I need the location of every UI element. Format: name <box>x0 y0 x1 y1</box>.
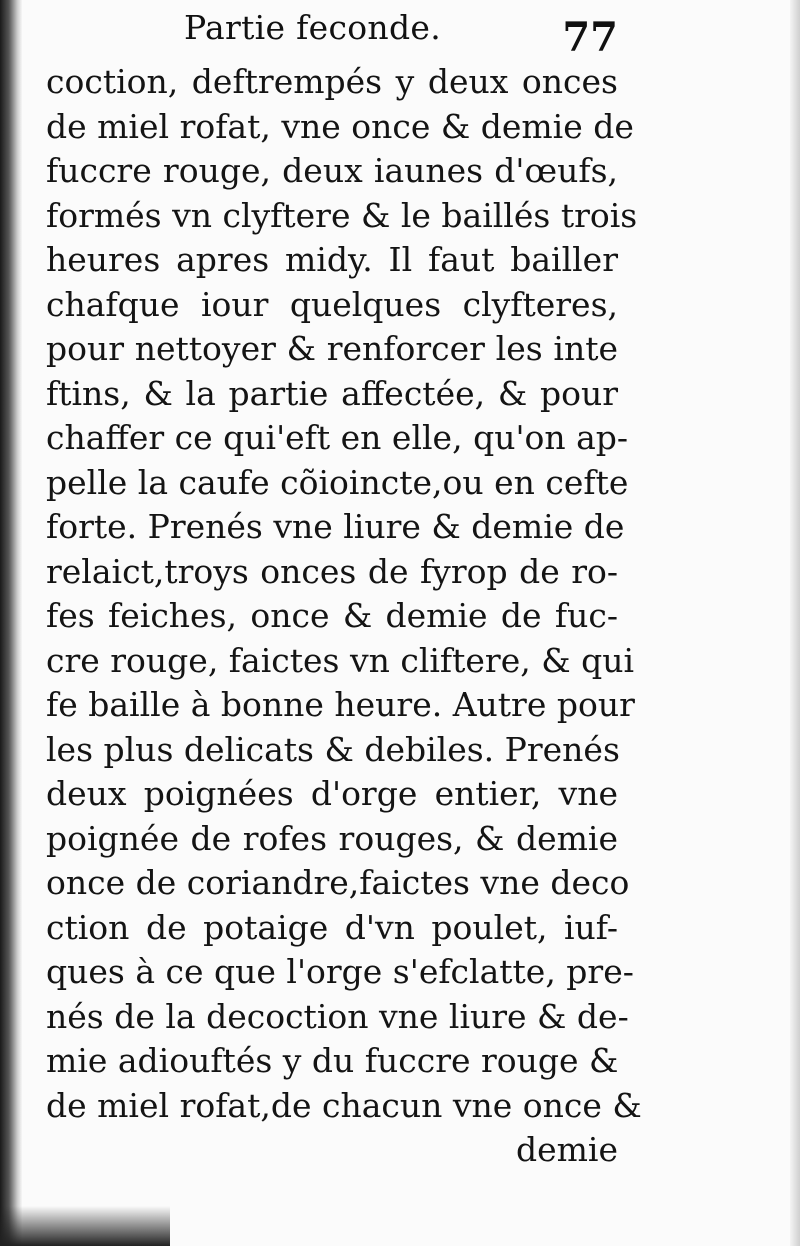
binding-shadow <box>0 0 22 1246</box>
text-line: nés de la decoction vne liure & de- <box>46 996 629 1036</box>
text-line: once de coriandre,faictes vne deco <box>46 863 630 902</box>
text-line: pour nettoyer & renforcer les inte <box>46 329 618 368</box>
body-text <box>46 60 642 1128</box>
text-line: forte. Prenés vne liure & demie de <box>46 507 625 546</box>
text-line: de miel rofat, vne once & demie de <box>46 106 634 146</box>
text-line: ftins, & la partie affectée, & pour <box>46 373 618 413</box>
text-line: formés vn clyftere & le baillés trois <box>46 195 638 235</box>
text-line: heures apres midy. Il faut bailler <box>46 240 618 279</box>
text-line: fes feiches, once & demie de fuc- <box>46 596 618 635</box>
running-title: Partie feconde. <box>184 8 441 47</box>
text-line: fuccre rouge, deux iaunes d'œufs, <box>46 151 618 190</box>
text-line: fe baille à bonne heure. Autre pour <box>46 685 635 724</box>
text-line: deux poignées d'orge entier, vne <box>46 774 618 813</box>
page-edge <box>790 0 800 1246</box>
catchword: demie <box>515 1130 618 1169</box>
text-line: chaffer ce qui'eft en elle, qu'on ap- <box>46 418 629 457</box>
text-line: relaict,troys onces de fyrop de ro- <box>46 551 618 591</box>
corner-shadow <box>0 1206 170 1246</box>
page-number: 77 <box>562 14 618 61</box>
text-line: ques à ce que l'orge s'efclatte, pre- <box>46 952 634 991</box>
text-line: pelle la caufe cõioincte,ou en cefte <box>46 462 629 502</box>
text-line: ction de potaige d'vn poulet, iuf- <box>46 907 618 947</box>
text-line: cre rouge, faictes vn cliftere, & qui <box>46 640 635 680</box>
text-line: de miel rofat,de chacun vne once & <box>46 1085 642 1125</box>
text-line: chafque iour quelques clyfteres, <box>46 284 618 324</box>
text-line: coction, deftrempés y deux onces <box>46 62 618 101</box>
text-line: poignée de rofes rouges, & demie <box>46 818 618 858</box>
text-line: les plus delicats & debiles. Prenés <box>46 729 620 769</box>
text-line: mie adiouftés y du fuccre rouge & <box>46 1041 619 1080</box>
